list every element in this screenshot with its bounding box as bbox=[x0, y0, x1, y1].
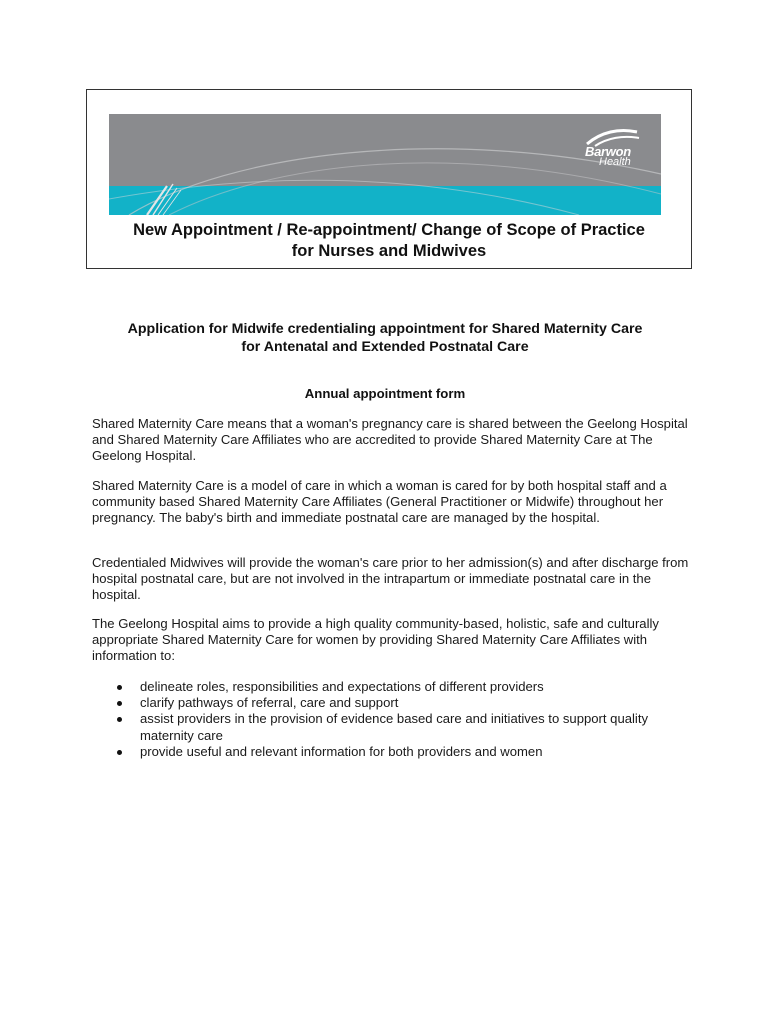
list-item: clarify pathways of referral, care and support bbox=[112, 695, 672, 711]
paragraph-credentialed: Credentialed Midwives will provide the woman's care prior to her admission(s) and after discharge from hospital postnatal care, but are not involved in the intrapartum or immediate postnatal care in the hospital. bbox=[92, 555, 689, 603]
page-title bbox=[87, 220, 691, 262]
bullet-icon bbox=[117, 750, 122, 755]
list-item: assist providers in the provision of evidence based care and initiatives to support quality maternity care bbox=[112, 711, 672, 743]
form-heading: Annual appointment form bbox=[304, 386, 466, 401]
subtitle-line-2: for Antenatal and Extended Postnatal Care bbox=[241, 339, 529, 355]
paragraph-aims: The Geelong Hospital aims to provide a high quality community-based, holistic, safe and culturally appropriate Shared Maternity Care for women by providing Shared Maternity Care Affiliates with information to: bbox=[92, 616, 659, 664]
logo-text-health: Health bbox=[599, 156, 631, 168]
subtitle-line-1: Application for Midwife credentialing appointment for Shared Maternity Care bbox=[127, 321, 643, 337]
aims-bullet-list bbox=[112, 679, 672, 760]
paragraph-definition: Shared Maternity Care means that a woman's pregnancy care is shared between the Geelong Hospital and Shared Maternity Care Affiliates who are accredited to provide Shared Maternity Care at The Geelong Hospital. bbox=[92, 416, 688, 464]
list-item: delineate roles, responsibilities and expectations of different providers bbox=[112, 679, 672, 695]
bullet-icon bbox=[117, 717, 122, 722]
bullet-icon bbox=[117, 701, 122, 706]
bullet-icon bbox=[117, 685, 122, 690]
application-subtitle bbox=[60, 320, 710, 356]
title-line-2: for Nurses and Midwives bbox=[291, 242, 487, 260]
list-item: provide useful and relevant information for both providers and women bbox=[112, 744, 672, 760]
banner bbox=[109, 114, 661, 215]
logo-text-barwon: Barwon bbox=[585, 144, 631, 159]
header-box bbox=[86, 89, 692, 269]
title-line-1: New Appointment / Re-appointment/ Change of Scope of Practice bbox=[133, 221, 645, 239]
barwon-health-logo bbox=[577, 128, 647, 170]
paragraph-model: Shared Maternity Care is a model of care in which a woman is cared for by both hospital staff and a community based Shared Maternity Care Affiliates (General Practitioner or Midwife) throughout her pregnancy. The baby's birth and immediate postnatal care are managed by the hospital. bbox=[92, 478, 667, 526]
